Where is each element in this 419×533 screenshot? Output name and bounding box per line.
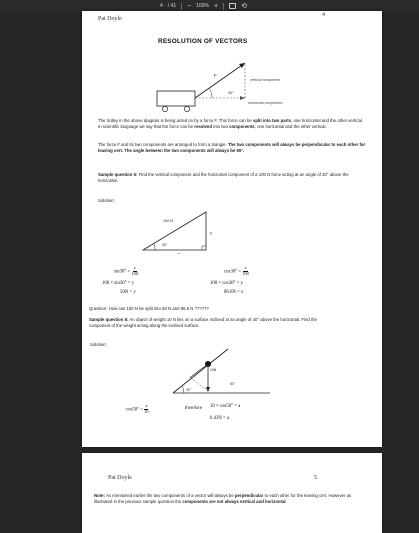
page-total: / 41: [167, 3, 177, 9]
trolley-wheel-left: [162, 106, 167, 111]
toolbar-controls: [160, 1, 278, 11]
sin-equation-2: 100 × sin30° = y: [102, 281, 135, 286]
angle-label: 30°: [162, 243, 168, 247]
vertical-component-label: vertical component: [250, 78, 281, 82]
para1-text: into two: [211, 123, 230, 129]
note-bold: perpendicular: [234, 493, 264, 498]
note-text: to each other for the leaving cert. However as illustrated in the previous sample question the: [94, 493, 352, 504]
force-label: F: [214, 73, 217, 78]
angle-arc-40: [182, 386, 184, 393]
therefore-text: therefore: [185, 405, 203, 410]
cos50-equation: [126, 404, 149, 415]
trolley-body: [157, 91, 195, 106]
adjacent-side-label: x: [178, 251, 180, 254]
weight-arrow-head: [206, 387, 210, 392]
para2-text: The force F and its two components are arranged to form a triangle.: [98, 142, 228, 147]
angle-50-label: 50°: [230, 382, 235, 386]
opposite-side-label: y: [210, 230, 212, 235]
triangle-shape: [143, 212, 206, 250]
result-equation-2: 6.43N = a: [210, 416, 230, 421]
parallel-component-line: [190, 364, 208, 378]
sample6-label: Sample question 6:: [89, 317, 129, 322]
toolbar-divider: [181, 3, 182, 10]
solution-label: Solution:: [90, 342, 107, 347]
sample-question-6: [89, 317, 329, 328]
page-number: 5: [314, 475, 317, 481]
force-vector-line: [195, 63, 245, 98]
force-arrow-head: [239, 63, 245, 68]
question-text: Question: How can 100 N be split into 50 N and 86.6 N ??????: [89, 306, 209, 311]
para1-bold: resolved: [194, 123, 212, 129]
horizontal-component-label: horizontal component: [248, 101, 283, 105]
angle-40-label: 40°: [186, 388, 191, 392]
angle-arc: [209, 88, 212, 98]
fraction-numerator: y: [133, 265, 136, 270]
para1-text: , one horizontal and the other vertical.: [254, 123, 327, 129]
author-header: Pat Doyle: [98, 16, 122, 22]
hypotenuse-label: 100 N: [163, 219, 174, 223]
cos-equation-1: [224, 266, 249, 277]
page-current-input[interactable]: 4: [160, 3, 163, 9]
solution-label: Solution:: [98, 198, 115, 203]
trolley-force-diagram: [152, 51, 312, 116]
author-header: Pat Doyle: [108, 475, 132, 481]
incline-surface: [173, 349, 228, 393]
para1-bold: components: [229, 123, 255, 129]
sin-equation-1: [114, 266, 138, 277]
sin-fraction: [131, 266, 138, 277]
result-equation-1: 10 × cos50° = a: [210, 404, 241, 409]
cos-equation-2: 100 × cos30° = x: [210, 281, 243, 286]
horizontal-arrow-head: [240, 96, 245, 100]
zoom-in-button[interactable]: +: [214, 2, 219, 10]
sin-eq-lhs: sin30° =: [114, 269, 131, 275]
angle-arc: [154, 244, 155, 250]
cos50-lhs: cos50° =: [126, 407, 144, 413]
fraction-numerator: x: [244, 265, 247, 270]
note-paragraph: [94, 493, 354, 504]
component-dashed-line: [190, 378, 208, 392]
triangle-paragraph: [98, 142, 366, 153]
fraction-denominator: 100: [242, 270, 249, 276]
document-page-4: [82, 11, 382, 447]
sample-question-5: [98, 172, 366, 183]
weight-label: 10N: [210, 368, 217, 372]
inclined-plane-diagram: [170, 341, 280, 399]
note-text: .: [285, 498, 287, 504]
fit-page-icon[interactable]: [229, 3, 236, 9]
cos50-fraction: [144, 404, 148, 415]
cos-fraction: [242, 266, 249, 277]
note-label: Note:: [94, 493, 105, 498]
fraction-denominator: 10: [144, 408, 149, 414]
note-text: As mentioned earlier the two components of a vector will always be: [104, 493, 235, 498]
toolbar-divider: [223, 3, 224, 10]
trolley-wheel-right: [184, 106, 189, 111]
sin-equation-3: 50N = y: [120, 290, 136, 295]
zoom-out-button[interactable]: −: [187, 2, 192, 10]
para1-text: , one horizontal and the other vertical. In scientific language we say that the force can be: [98, 118, 364, 129]
page-number: 4: [322, 12, 325, 18]
para1-bold: split into two parts: [252, 118, 292, 123]
rotate-icon[interactable]: ⟲: [241, 3, 247, 10]
para1-text: The trolley in the above diagram is being acted on by a force F. This force can be: [98, 118, 253, 123]
cos-eq-lhs: cos30° =: [224, 269, 242, 275]
sample5-label: Sample question 5:: [98, 172, 138, 177]
para2-bold: The two components will always be perpendicular to each other for leaving cert. The angle between the two components will always be 90°.: [98, 142, 366, 153]
page-title: RESOLUTION OF VECTORS: [158, 38, 248, 45]
right-angle-marker: [202, 246, 206, 250]
cos-equation-3: 86.6N = x: [224, 290, 244, 295]
sample6-text: An object of weight 10 N lies on a surface inclined at an angle of 40° above the horizontal. Find the component of the weight acting along the inclined surface.: [89, 317, 317, 328]
note-bold: components are not always vertical and horizontal: [182, 498, 286, 504]
zoom-level[interactable]: 100%: [196, 3, 210, 9]
document-page-5: [82, 453, 382, 533]
sample5-text: Find the vertical component and the horizontal component of a 100 N force acting at an angle of 30° above the horizontal.: [98, 172, 349, 183]
fraction-denominator: 100: [131, 270, 139, 276]
right-triangle-diagram: [140, 192, 230, 254]
intro-paragraph: [98, 118, 366, 129]
fraction-numerator: a: [145, 403, 148, 408]
angle-label: 30°: [228, 91, 234, 95]
